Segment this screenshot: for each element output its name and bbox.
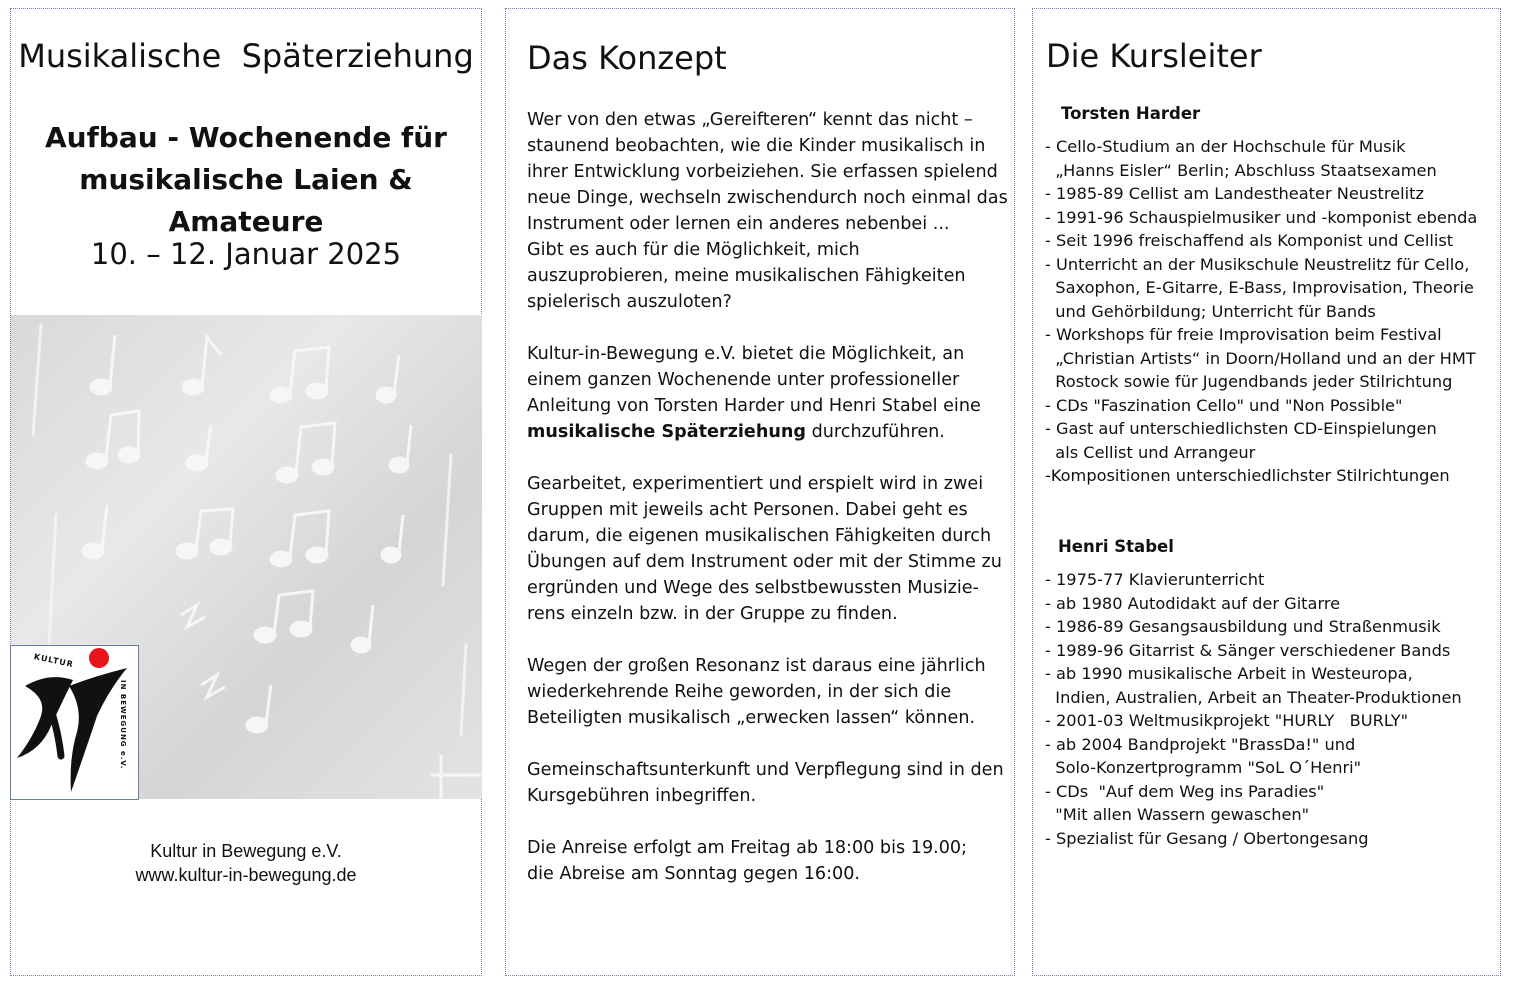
cv-item: Rostock sowie für Jugendbands jeder Stilrichtung [1045, 372, 1453, 391]
concept-paragraph [527, 341, 1009, 445]
cv-item: - CDs "Faszination Cello" und "Non Possible" [1045, 395, 1403, 415]
footer [11, 839, 481, 887]
concept-title: Das Konzept [527, 39, 727, 77]
cv-item: -Kompositionen unterschiedlichster Stilrichtungen [1045, 466, 1450, 485]
footer-url: www.kultur-in-bewegung.de [135, 865, 357, 885]
concept-paragraph: Gearbeitet, experimentiert und erspielt wird in zwei Gruppen mit jeweils acht Personen. Dabei geht es darum, die eigenen musikalischen Fähigkeiten durch Übungen auf dem Instrument oder mit der Stimme zu ergründen und Wege des selbstbewussten Musizie- rens einzeln bzw. in der Gruppe zu finden. [527, 474, 1002, 624]
cv-item: "Mit allen Wassern gewaschen" [1045, 805, 1310, 824]
cv-item: „Hanns Eisler“ Berlin; Abschluss Staatsexamen [1045, 160, 1437, 180]
event-date: 10. – 12. Januar 2025 [90, 237, 402, 271]
cv-item: - Workshops für freie Improvisation beim Festival [1045, 325, 1442, 344]
cv-item: - ab 1990 musikalische Arbeit in Westeuropa, [1045, 664, 1413, 683]
cv-item: - ab 1980 Autodidakt auf der Gitarre [1045, 593, 1341, 613]
cover-subtitle-line1: Aufbau - Wochenende für [45, 121, 447, 154]
concept-paragraph: Gemeinschaftsunterkunft und Verpflegung sind in den Kursgebühren inbegriffen. [527, 760, 1004, 806]
cover-panel [10, 8, 482, 976]
paragraph-text: durchzuführen. [806, 422, 945, 442]
leader-cv-henri [1045, 568, 1497, 850]
cv-item: Solo-Konzertprogramm "SoL O´Henri" [1045, 758, 1362, 777]
paragraph-text: Kultur-in-Bewegung e.V. bietet die Möglichkeit, an einem ganzen Wochenende unter professioneller Anleitung von Torsten Harder und Henri Stabel eine [527, 344, 981, 416]
logo-text-top: KULTUR [33, 652, 75, 670]
cv-item: - Spezialist für Gesang / Obertongesang [1045, 828, 1369, 848]
concept-panel [505, 8, 1015, 976]
leaders-panel [1032, 8, 1501, 976]
cv-item: - 1975-77 Klavierunterricht [1045, 570, 1265, 589]
cover-subtitle-line2: musikalische Laien & Amateure [79, 163, 413, 238]
concept-paragraph: Die Anreise erfolgt am Freitag ab 18:00 bis 19.00; die Abreise am Sonntag gegen 16:00. [527, 838, 968, 884]
cv-item: - Gast auf unterschiedlichsten CD-Einspielungen [1045, 419, 1437, 438]
concept-paragraph: Wer von den etwas „Gereifteren“ kennt das nicht – staunend beobachten, wie die Kinder musikalisch in ihrer Entwicklung vorbeiziehen. Sie erfassen spielend neue Dinge, wechseln zwischendurch noch einmal das Instrument oder lernen ein anderes nebenbei ... Gibt es auch für die Möglichkeit, mich auszuprobieren, meine musikalischen Fähigkeiten spielerisch auszuloten? [527, 110, 1008, 312]
cv-item: - Seit 1996 freischaffend als Komponist und Cellist [1045, 231, 1454, 250]
paragraph-bold: musikalische Späterziehung [527, 422, 807, 442]
cv-item: - 2001-03 Weltmusikprojekt "HURLY BURLY" [1045, 711, 1409, 730]
cv-item: - Unterricht an der Musikschule Neustrelitz für Cello, [1045, 254, 1470, 274]
concept-body [527, 107, 1009, 913]
cv-item: - Cello-Studium an der Hochschule für Musik [1045, 137, 1406, 156]
cover-title: Musikalische Späterziehung [18, 37, 474, 75]
cv-item: - 1986-89 Gesangsausbildung und Straßenmusik [1045, 617, 1441, 636]
cv-item: - 1985-89 Cellist am Landestheater Neustrelitz [1045, 184, 1424, 203]
cv-item: - 1991-96 Schauspielmusiker und -komponist ebenda [1045, 207, 1478, 227]
cv-item: und Gehörbildung; Unterricht für Bands [1045, 301, 1376, 321]
footer-org: Kultur in Bewegung e.V. [150, 841, 342, 861]
leader-name-torsten: Torsten Harder [1061, 104, 1201, 123]
cover-subtitle [11, 117, 481, 243]
leader-name-henri: Henri Stabel [1058, 537, 1174, 556]
cv-item: Indien, Australien, Arbeit an Theater-Produktionen [1045, 687, 1462, 707]
leader-cv-torsten [1045, 135, 1497, 488]
cv-item: als Cellist und Arrangeur [1045, 442, 1256, 462]
cv-item: - CDs "Auf dem Weg ins Paradies" [1045, 781, 1325, 801]
leaders-title: Die Kursleiter [1046, 37, 1262, 75]
kultur-in-bewegung-logo [10, 645, 139, 800]
concept-paragraph: Wegen der großen Resonanz ist daraus eine jährlich wiederkehrende Reihe geworden, in der sich die Beteiligten musikalisch „erwecken lassen“ können. [527, 656, 986, 728]
cv-item: - 1989-96 Gitarrist & Sänger verschiedener Bands [1045, 640, 1451, 660]
logo-text-side: IN BEWEGUNG e.V. [119, 680, 127, 770]
cv-item: „Christian Artists“ in Doorn/Holland und an der HMT [1045, 348, 1476, 368]
cv-item: - ab 2004 Bandprojekt "BrassDa!" und [1045, 734, 1356, 754]
cv-item: Saxophon, E-Gitarre, E-Bass, Improvisation, Theorie [1045, 278, 1474, 297]
